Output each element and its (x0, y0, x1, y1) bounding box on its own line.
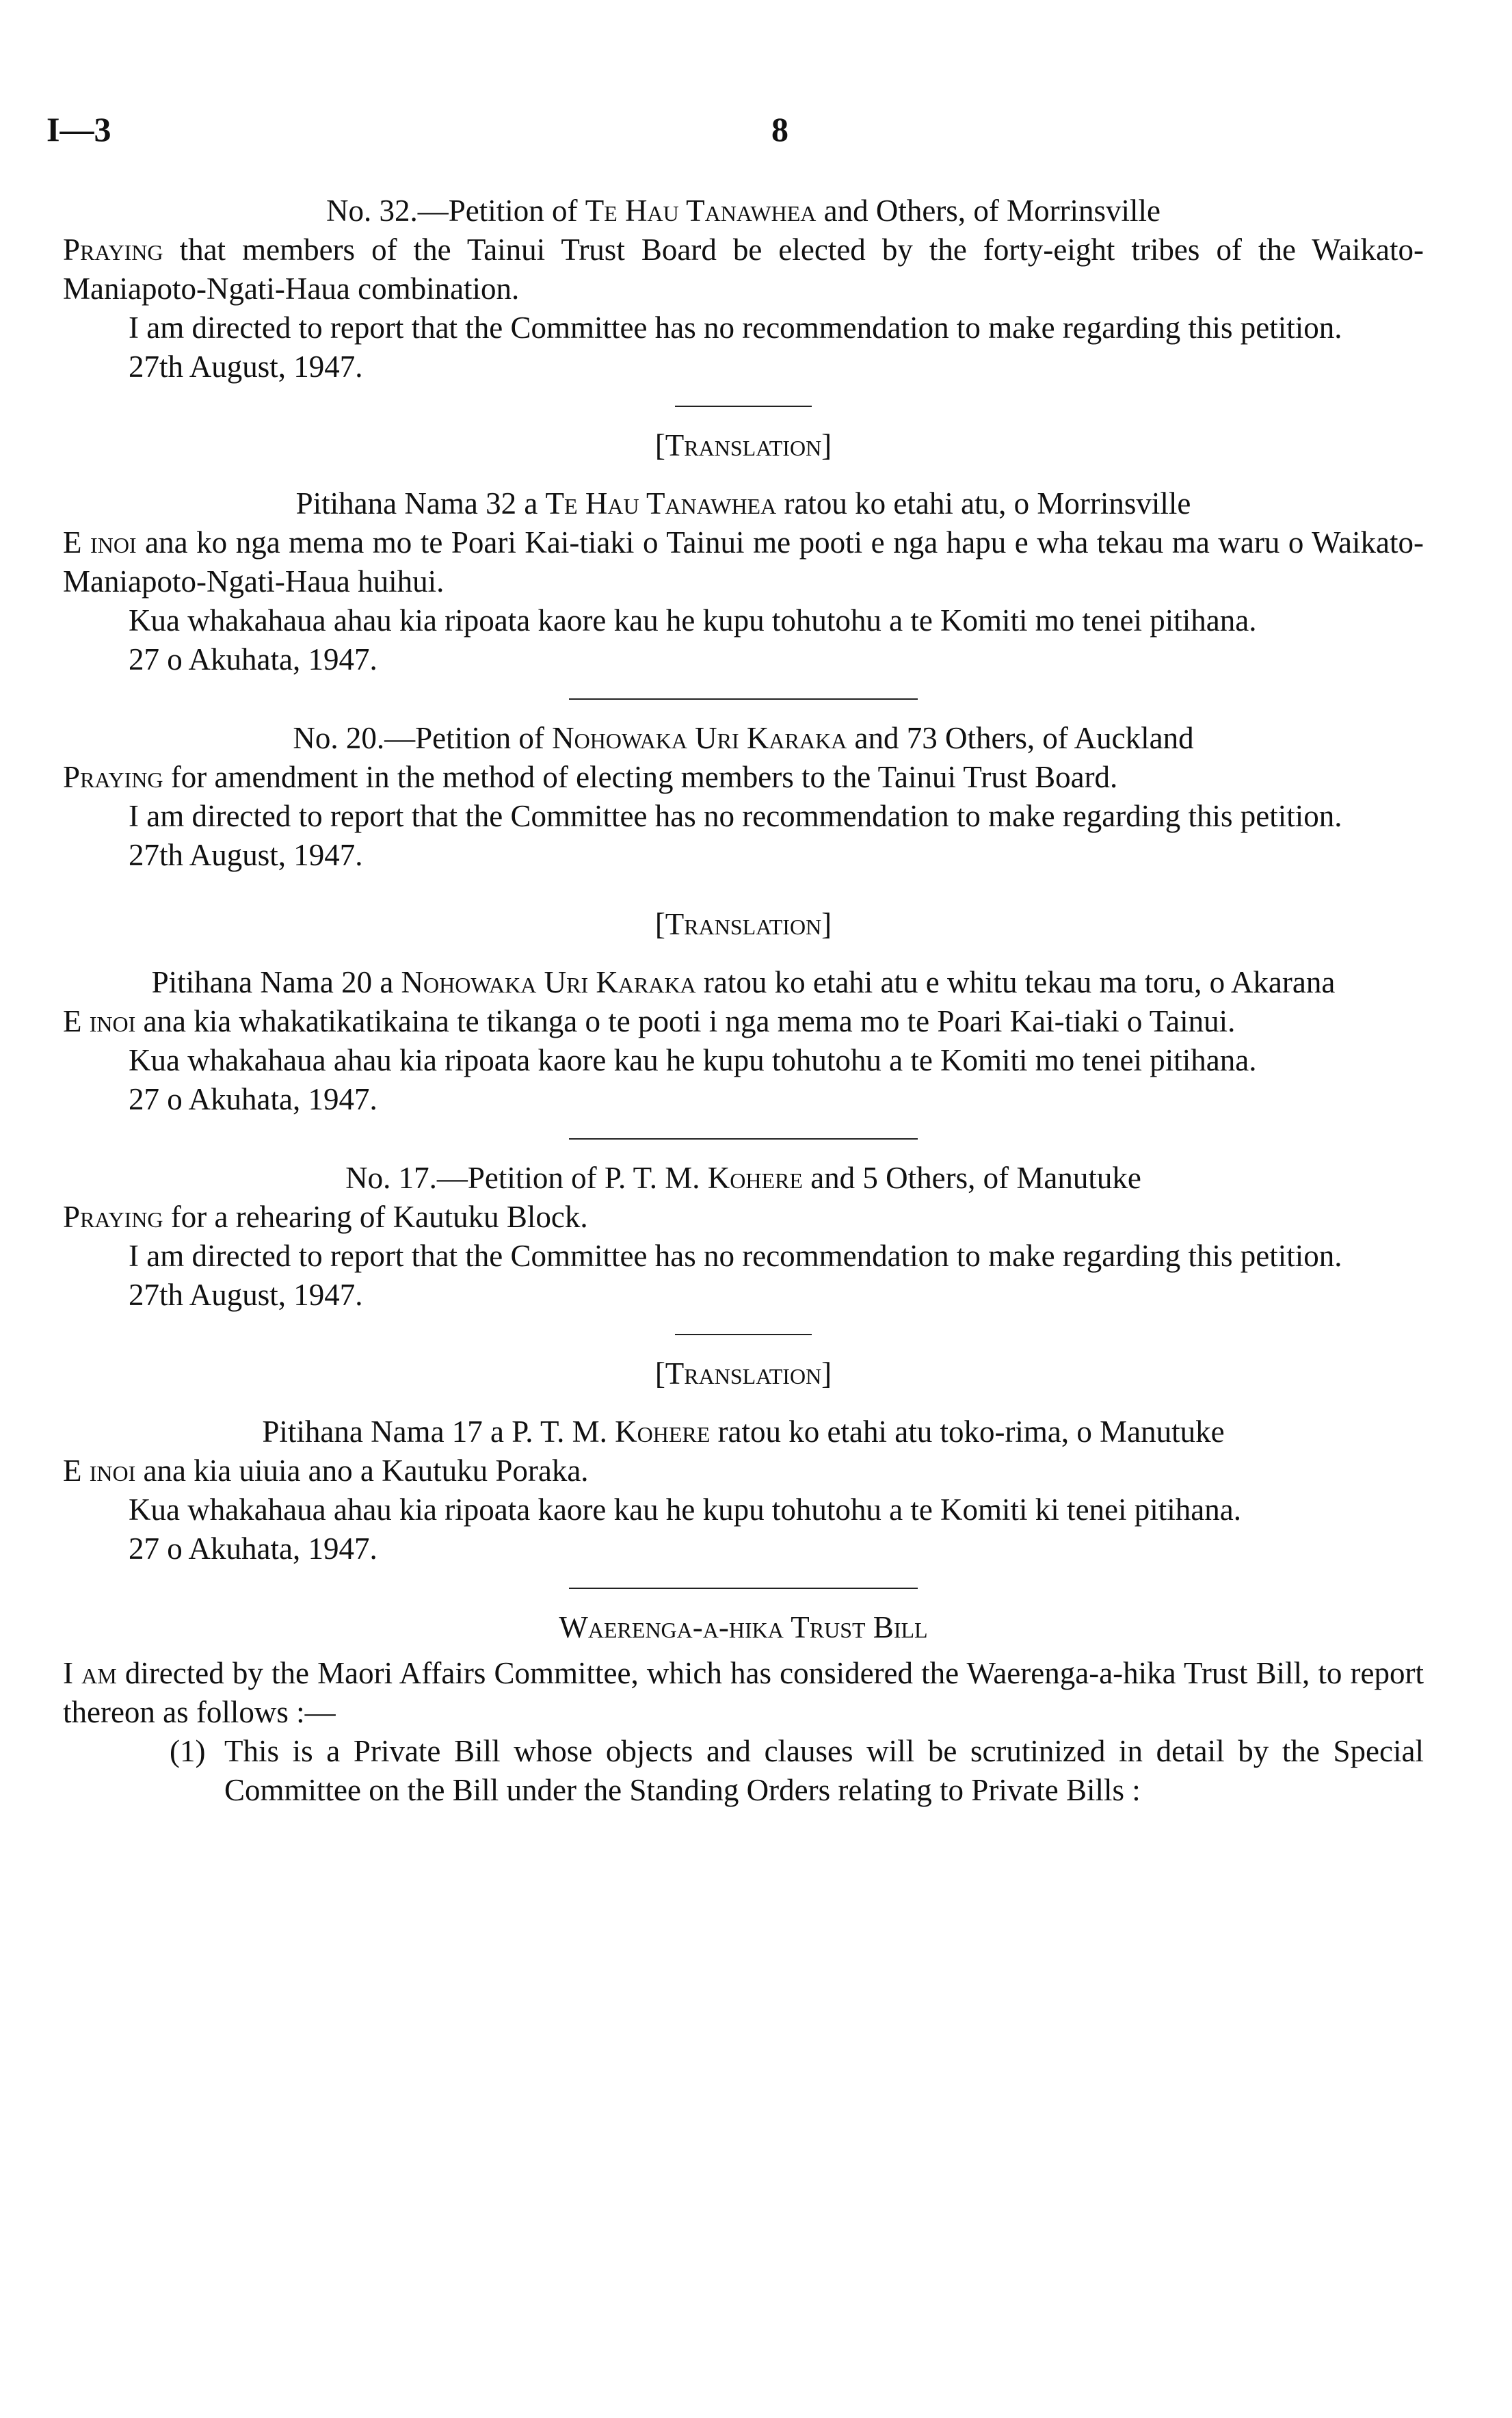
petition-17-praying: Praying for a rehearing of Kautuku Block. (63, 1200, 588, 1234)
petition-32-praying: Praying that members of the Tainui Trust Board be elected by the forty-eight tribes of the Waikato-Maniapoto-Ngati-Haua combination. (63, 233, 1424, 306)
translation-17-inoi: E inoi ana kia uiuia ano a Kautuku Poraka. (63, 1454, 589, 1488)
translation-17-report: Kua whakahaua ahau kia ripoata kaore kau he kupu tohutohu a te Komiti ki tenei pitihana. (129, 1493, 1241, 1527)
petition-32-report: I am directed to report that the Committee has no recommendation to make regarding this petition. (129, 311, 1342, 345)
translation-20-inoi: E inoi ana kia whakatikatikaina te tikanga o te pooti i nga mema mo te Poari Kai-tiaki o Tainui. (63, 1004, 1236, 1038)
petition-17-date: 27th August, 1947. (129, 1278, 363, 1312)
translation-17-title: Pitihana Nama 17 a P. T. M. Kohere ratou ko etahi atu toko-rima, o Manutuke (262, 1415, 1225, 1449)
translation-17-date: 27 o Akuhata, 1947. (129, 1532, 377, 1566)
translation-32-title: Pitihana Nama 32 a Te Hau Tanawhea ratou ko etahi atu, o Morrinsville (295, 486, 1191, 521)
petition-20-report: I am directed to report that the Committee has no recommendation to make regarding this petition. (129, 799, 1342, 833)
translation-20-title: Pitihana Nama 20 a Nohowaka Uri Karaka ratou ko etahi atu e whitu tekau ma toru, o Akarana (151, 965, 1336, 999)
translation-32-date: 27 o Akuhata, 1947. (129, 642, 377, 676)
translation-20-date: 27 o Akuhata, 1947. (129, 1082, 377, 1116)
translation-32-report: Kua whakahaua ahau kia ripoata kaore kau he kupu tohutohu a te Komiti mo tenei pitihana. (129, 603, 1257, 638)
translation-20-label: [Translation] (654, 907, 832, 941)
petition-17-report: I am directed to report that the Committee has no recommendation to make regarding this petition. (129, 1239, 1342, 1273)
petition-17-title: No. 17.—Petition of P. T. M. Kohere and 5 Others, of Manutuke (345, 1161, 1141, 1195)
petition-32-title: No. 32.—Petition of Te Hau Tanawhea and Others, of Morrinsville (326, 194, 1161, 228)
petition-20-praying: Praying for amendment in the method of electing members to the Tainui Trust Board. (63, 760, 1118, 794)
petition-20-date: 27th August, 1947. (129, 838, 363, 872)
translation-17-label: [Translation] (654, 1356, 832, 1391)
page-number: 8 (771, 110, 788, 148)
petition-20-title: No. 20.—Petition of Nohowaka Uri Karaka and 73 Others, of Auckland (293, 721, 1194, 755)
bill-title: Waerenga-a-hika Trust Bill (559, 1610, 928, 1644)
translation-32-label: [Translation] (654, 428, 832, 462)
translation-20-report: Kua whakahaua ahau kia ripoata kaore kau he kupu tohutohu a te Komiti mo tenei pitihana. (129, 1043, 1257, 1077)
bill-intro: I am directed by the Maori Affairs Committee, which has considered the Waerenga-a-hika Trust Bill, to report thereon as follows :— (63, 1656, 1424, 1729)
document-body (63, 103, 1424, 1810)
translation-32-inoi: E inoi ana ko nga mema mo te Poari Kai-tiaki o Tainui me pooti e nga hapu e wha tekau ma waru o Waikato-Maniapoto-Ngati-Haua huihui. (63, 525, 1424, 599)
bill-item-1: (1) This is a Private Bill whose objects and clauses will be scrutinized in detail by the Special Committee on the Bill under the Standing Orders relating to Private Bills : (170, 1734, 1424, 1807)
document-reference: I—3 (47, 110, 111, 148)
petition-32-date: 27th August, 1947. (129, 350, 363, 384)
